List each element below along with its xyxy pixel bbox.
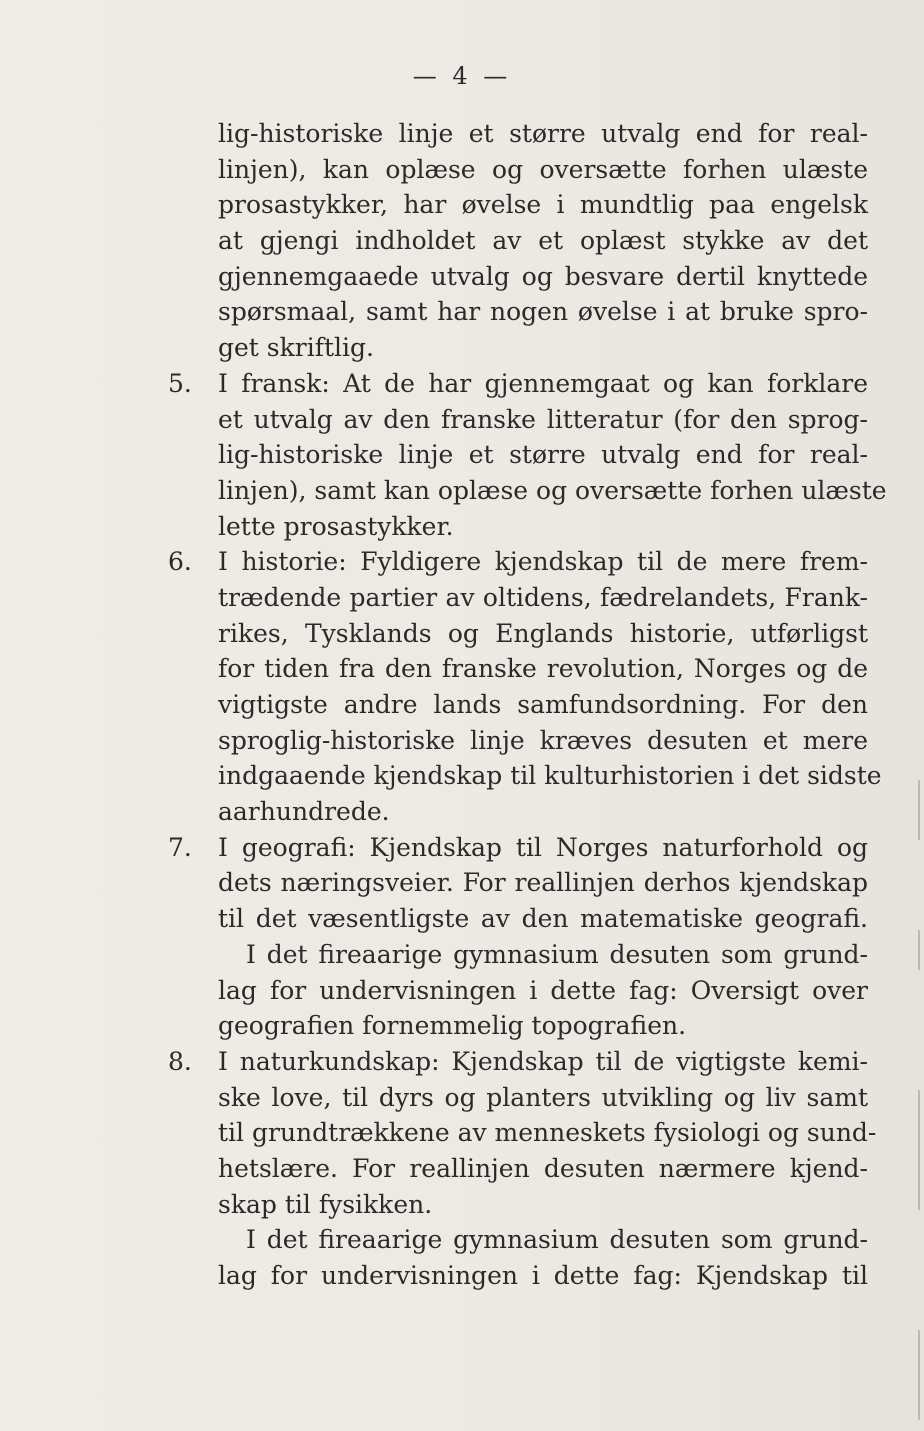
line-text: ske love, til dyrs og planters utvikling og liv samt (218, 1082, 868, 1112)
text-line (218, 152, 868, 188)
text-line (218, 687, 868, 723)
line-text: skap til fysikken. (218, 1189, 433, 1219)
text-line (218, 330, 868, 366)
text-line (218, 1222, 868, 1258)
text-line (218, 1258, 868, 1294)
line-text: get skriftlig. (218, 333, 374, 363)
text-line (168, 366, 868, 402)
line-text: rikes, Tysklands og Englands historie, utførligst (218, 618, 868, 648)
line-text: I geografi: Kjendskap til Norges naturforhold og (218, 832, 868, 862)
text-line (218, 402, 868, 438)
page-edge-mark (918, 1090, 920, 1210)
text-line (218, 1080, 868, 1116)
line-text: gjennemgaaede utvalg og besvare dertil knyttede (218, 261, 868, 291)
text-line (218, 865, 868, 901)
line-text: trædende partier av oltidens, fædrelandets, Frank- (218, 582, 868, 612)
page-edge-mark (918, 930, 920, 970)
item-number: 7. (168, 832, 192, 862)
line-text: geografien fornemmelig topografien. (218, 1011, 687, 1041)
line-text: for tiden fra den franske revolution, Norges og de (218, 654, 868, 684)
line-text: aarhundrede. (218, 797, 390, 827)
line-text: I det fireaarige gymnasium desuten som grund- (246, 939, 868, 969)
text-line (218, 259, 868, 295)
text-line (218, 509, 868, 545)
page-edge-mark (918, 1330, 920, 1420)
line-text: linjen), samt kan oplæse og oversætte forhen ulæste (218, 475, 887, 505)
line-text: at gjengi indholdet av et oplæst stykke av det (218, 226, 868, 256)
text-line (218, 758, 882, 794)
line-text: til grundtrækkene av menneskets fysiologi og sund- (218, 1118, 877, 1148)
text-line (218, 187, 868, 223)
text-line (218, 473, 887, 509)
text-line (218, 1151, 868, 1187)
line-text: lag for undervisningen i dette fag: Kjendskap til (218, 1261, 868, 1290)
text-line (218, 937, 868, 973)
text-line (218, 651, 868, 687)
text-line (218, 116, 868, 152)
page-number: — 4 — (412, 62, 512, 90)
item-number: 6. (168, 547, 192, 577)
text-line (218, 1187, 868, 1223)
line-text: lag for undervisningen i dette fag: Oversigt over (218, 975, 868, 1005)
line-text: I fransk: At de har gjennemgaat og kan forklare (218, 368, 868, 398)
line-text: vigtigste andre lands samfundsordning. For den (218, 690, 868, 719)
line-text: prosastykker, har øvelse i mundtlig paa engelsk (218, 190, 868, 220)
text-line (218, 294, 868, 330)
line-text: dets næringsveier. For reallinjen derhos kjendskap (218, 868, 868, 898)
line-text: indgaaende kjendskap til kulturhistorien i det sidste (218, 761, 882, 791)
item-number: 5. (168, 368, 192, 398)
text-line (218, 1115, 877, 1151)
text-line (168, 830, 868, 866)
line-text: spørsmaal, samt har nogen øvelse i at bruke spro- (218, 297, 868, 327)
text-line (218, 723, 868, 759)
line-text: et utvalg av den franske litteratur (for den sprog- (218, 404, 868, 434)
body-text (168, 116, 887, 1294)
text-line (218, 1008, 868, 1044)
text-line (218, 580, 868, 616)
text-line (218, 794, 868, 830)
text-line (218, 973, 868, 1009)
line-text: til det væsentligste av den matematiske geografi. (218, 904, 868, 934)
line-text: I det fireaarige gymnasium desuten som grund- (246, 1225, 868, 1255)
text-line (168, 1044, 868, 1080)
line-text: I naturkundskap: Kjendskap til de vigtigste kemi- (218, 1046, 868, 1076)
text-line (218, 437, 868, 473)
line-text: lette prosastykker. (218, 511, 454, 541)
line-text: linjen), kan oplæse og oversætte forhen ulæste (218, 154, 868, 184)
line-text: lig-historiske linje et større utvalg end for real- (218, 119, 868, 148)
text-line (218, 223, 868, 259)
text-line (218, 616, 868, 652)
text-line (168, 544, 868, 580)
line-text: sproglig-historiske linje kræves desuten et mere (218, 725, 868, 755)
line-text: I historie: Fyldigere kjendskap til de mere frem- (218, 547, 868, 577)
line-text: hetslære. For reallinjen desuten nærmere kjend- (218, 1153, 868, 1183)
line-text: lig-historiske linje et større utvalg end for real- (218, 440, 868, 470)
page-edge-mark (918, 780, 920, 840)
item-number: 8. (168, 1046, 192, 1076)
text-line (218, 901, 868, 937)
